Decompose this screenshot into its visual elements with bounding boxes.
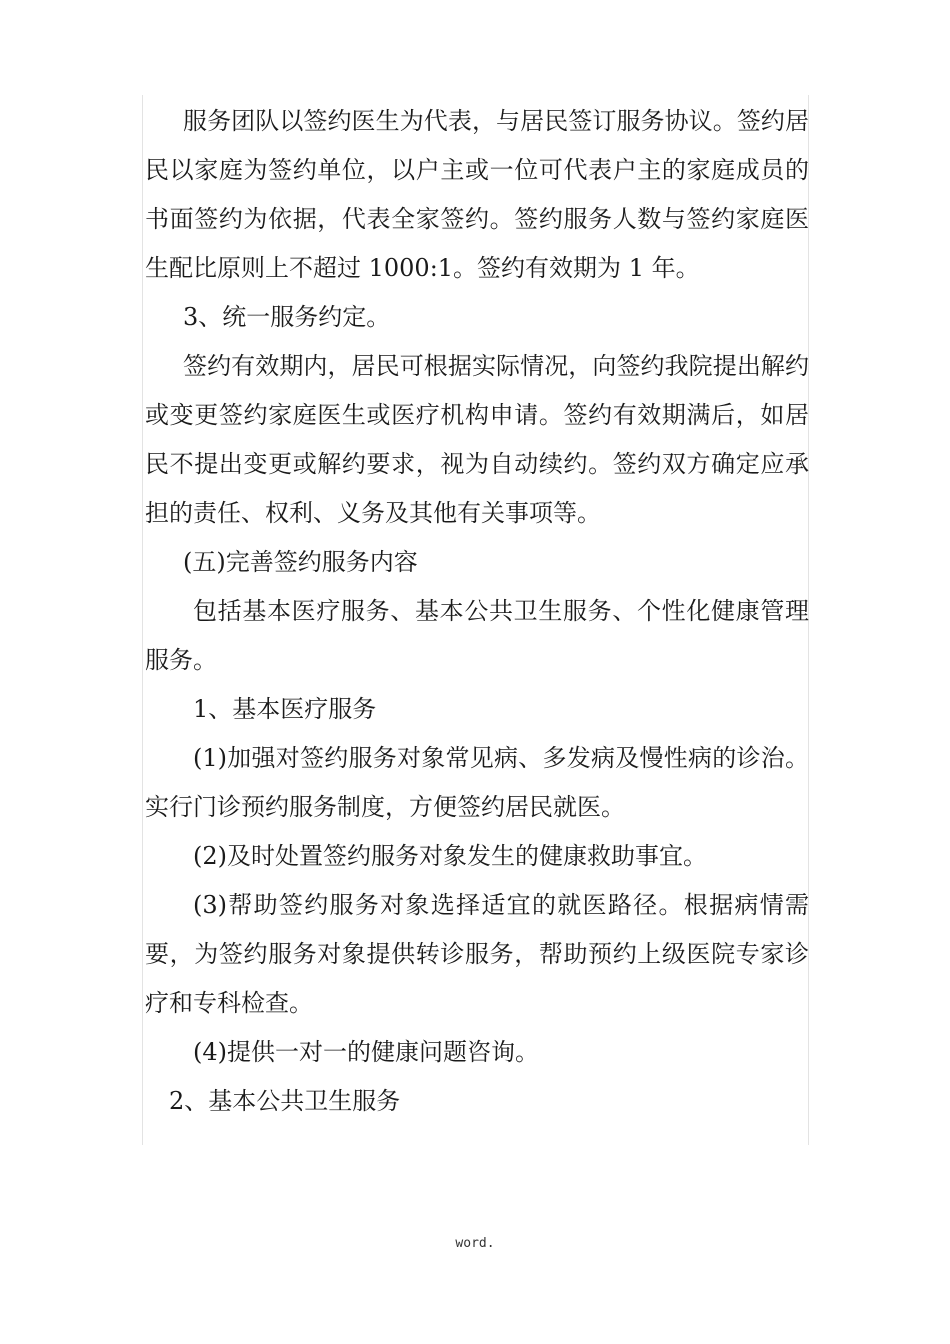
page-footer: word. [455,1236,495,1251]
list-item-3: (3)帮助签约服务对象选择适宜的就医路径。根据病情需要，为签约服务对象提供转诊服务，帮助预约上级医院专家诊疗和专科检查。 [145,891,809,1017]
list-item-2: (2)及时处置签约服务对象发生的健康救助事宜。 [193,842,707,870]
paragraph-service-team: 服务团队以签约医生为代表，与居民签订服务协议。签约居民以家庭为签约单位，以户主或一位可代表户主的家庭成员的书面签约为依据，代表全家签约。签约服务人数与签约家庭医生配比原则上不超过 1000:1。签约有效期为 1 年。 [145,107,809,282]
paragraph-contract-validity: 签约有效期内，居民可根据实际情况，向签约我院提出解约或变更签约家庭医生或医疗机构申请。签约有效期满后，如居民不提出变更或解约要求，视为自动续约。签约双方确定应承担的责任、权利、义务及其他有关事项等。 [145,352,809,527]
page-frame-left-border [142,95,143,1145]
list-item-1: (1)加强对签约服务对象常见病、多发病及慢性病的诊治。实行门诊预约服务制度，方便签约居民就医。 [145,744,809,821]
list-item-4: (4)提供一对一的健康问题咨询。 [193,1038,539,1066]
heading-basic-public-health-service: 2、基本公共卫生服务 [169,1087,401,1115]
heading-unified-service-agreement: 3、统一服务约定。 [183,303,391,331]
heading-improve-service-content: (五)完善签约服务内容 [183,548,418,576]
paragraph-service-scope: 包括基本医疗服务、基本公共卫生服务、个性化健康管理服务。 [145,597,809,674]
document-body [145,97,809,1126]
heading-basic-medical-service: 1、基本医疗服务 [193,695,377,723]
